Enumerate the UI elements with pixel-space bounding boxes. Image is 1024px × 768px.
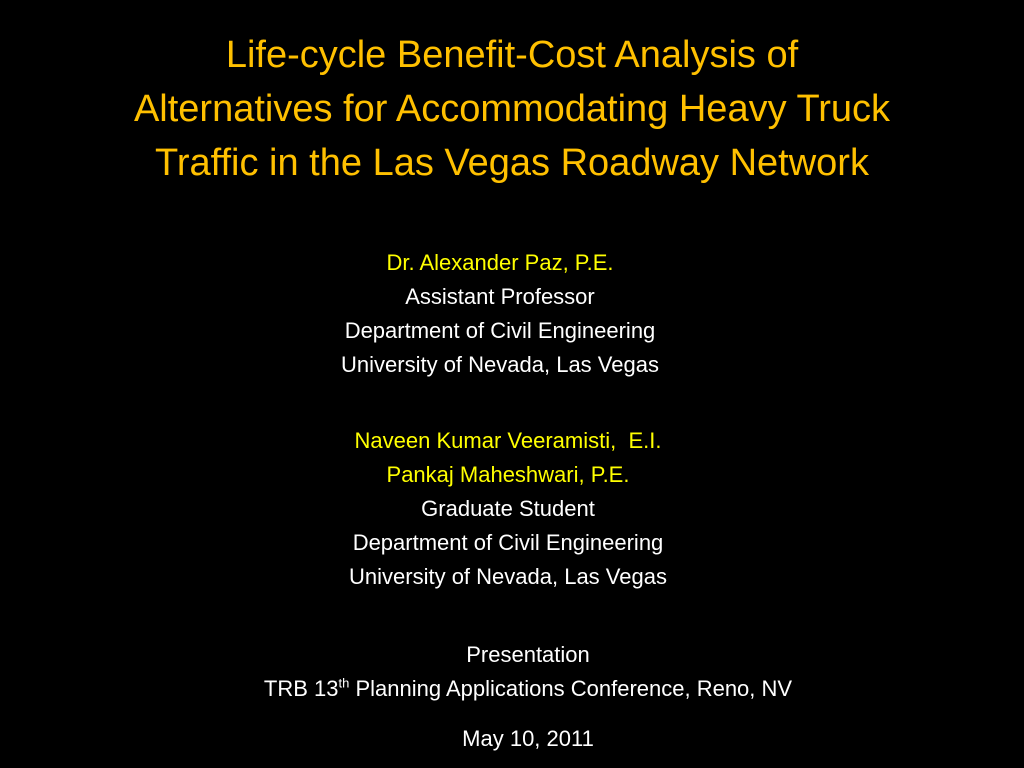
conference-line xyxy=(130,672,926,706)
author-position: Assistant Professor xyxy=(405,284,595,309)
author-block-2 xyxy=(258,424,758,594)
conference-superscript: th xyxy=(338,675,350,691)
title-line-2: Alternatives for Accommodating Heavy Truck xyxy=(133,88,891,130)
author-name-1: Naveen Kumar Veeramisti, E.I. xyxy=(354,428,662,453)
conference-suffix: Planning Applications Conference, Reno, NV xyxy=(349,676,793,701)
author-department: Department of Civil Engineering xyxy=(352,530,664,555)
author-block-1 xyxy=(250,246,750,382)
author-university: University of Nevada, Las Vegas xyxy=(341,352,659,377)
title-line-3: Traffic in the Las Vegas Roadway Network xyxy=(155,142,869,184)
presentation-block xyxy=(130,638,926,706)
slide-title xyxy=(20,28,1004,190)
author-position: Graduate Student xyxy=(421,496,595,521)
conference-prefix: TRB 13 xyxy=(263,676,339,701)
author-department: Department of Civil Engineering xyxy=(344,318,656,343)
presentation-label: Presentation xyxy=(466,642,590,667)
presentation-date: May 10, 2011 xyxy=(462,726,594,751)
author-university: University of Nevada, Las Vegas xyxy=(349,564,667,589)
author-name: Dr. Alexander Paz, P.E. xyxy=(386,250,614,275)
author-name-2: Pankaj Maheshwari, P.E. xyxy=(386,462,630,487)
title-line-1: Life-cycle Benefit-Cost Analysis of xyxy=(225,34,799,76)
